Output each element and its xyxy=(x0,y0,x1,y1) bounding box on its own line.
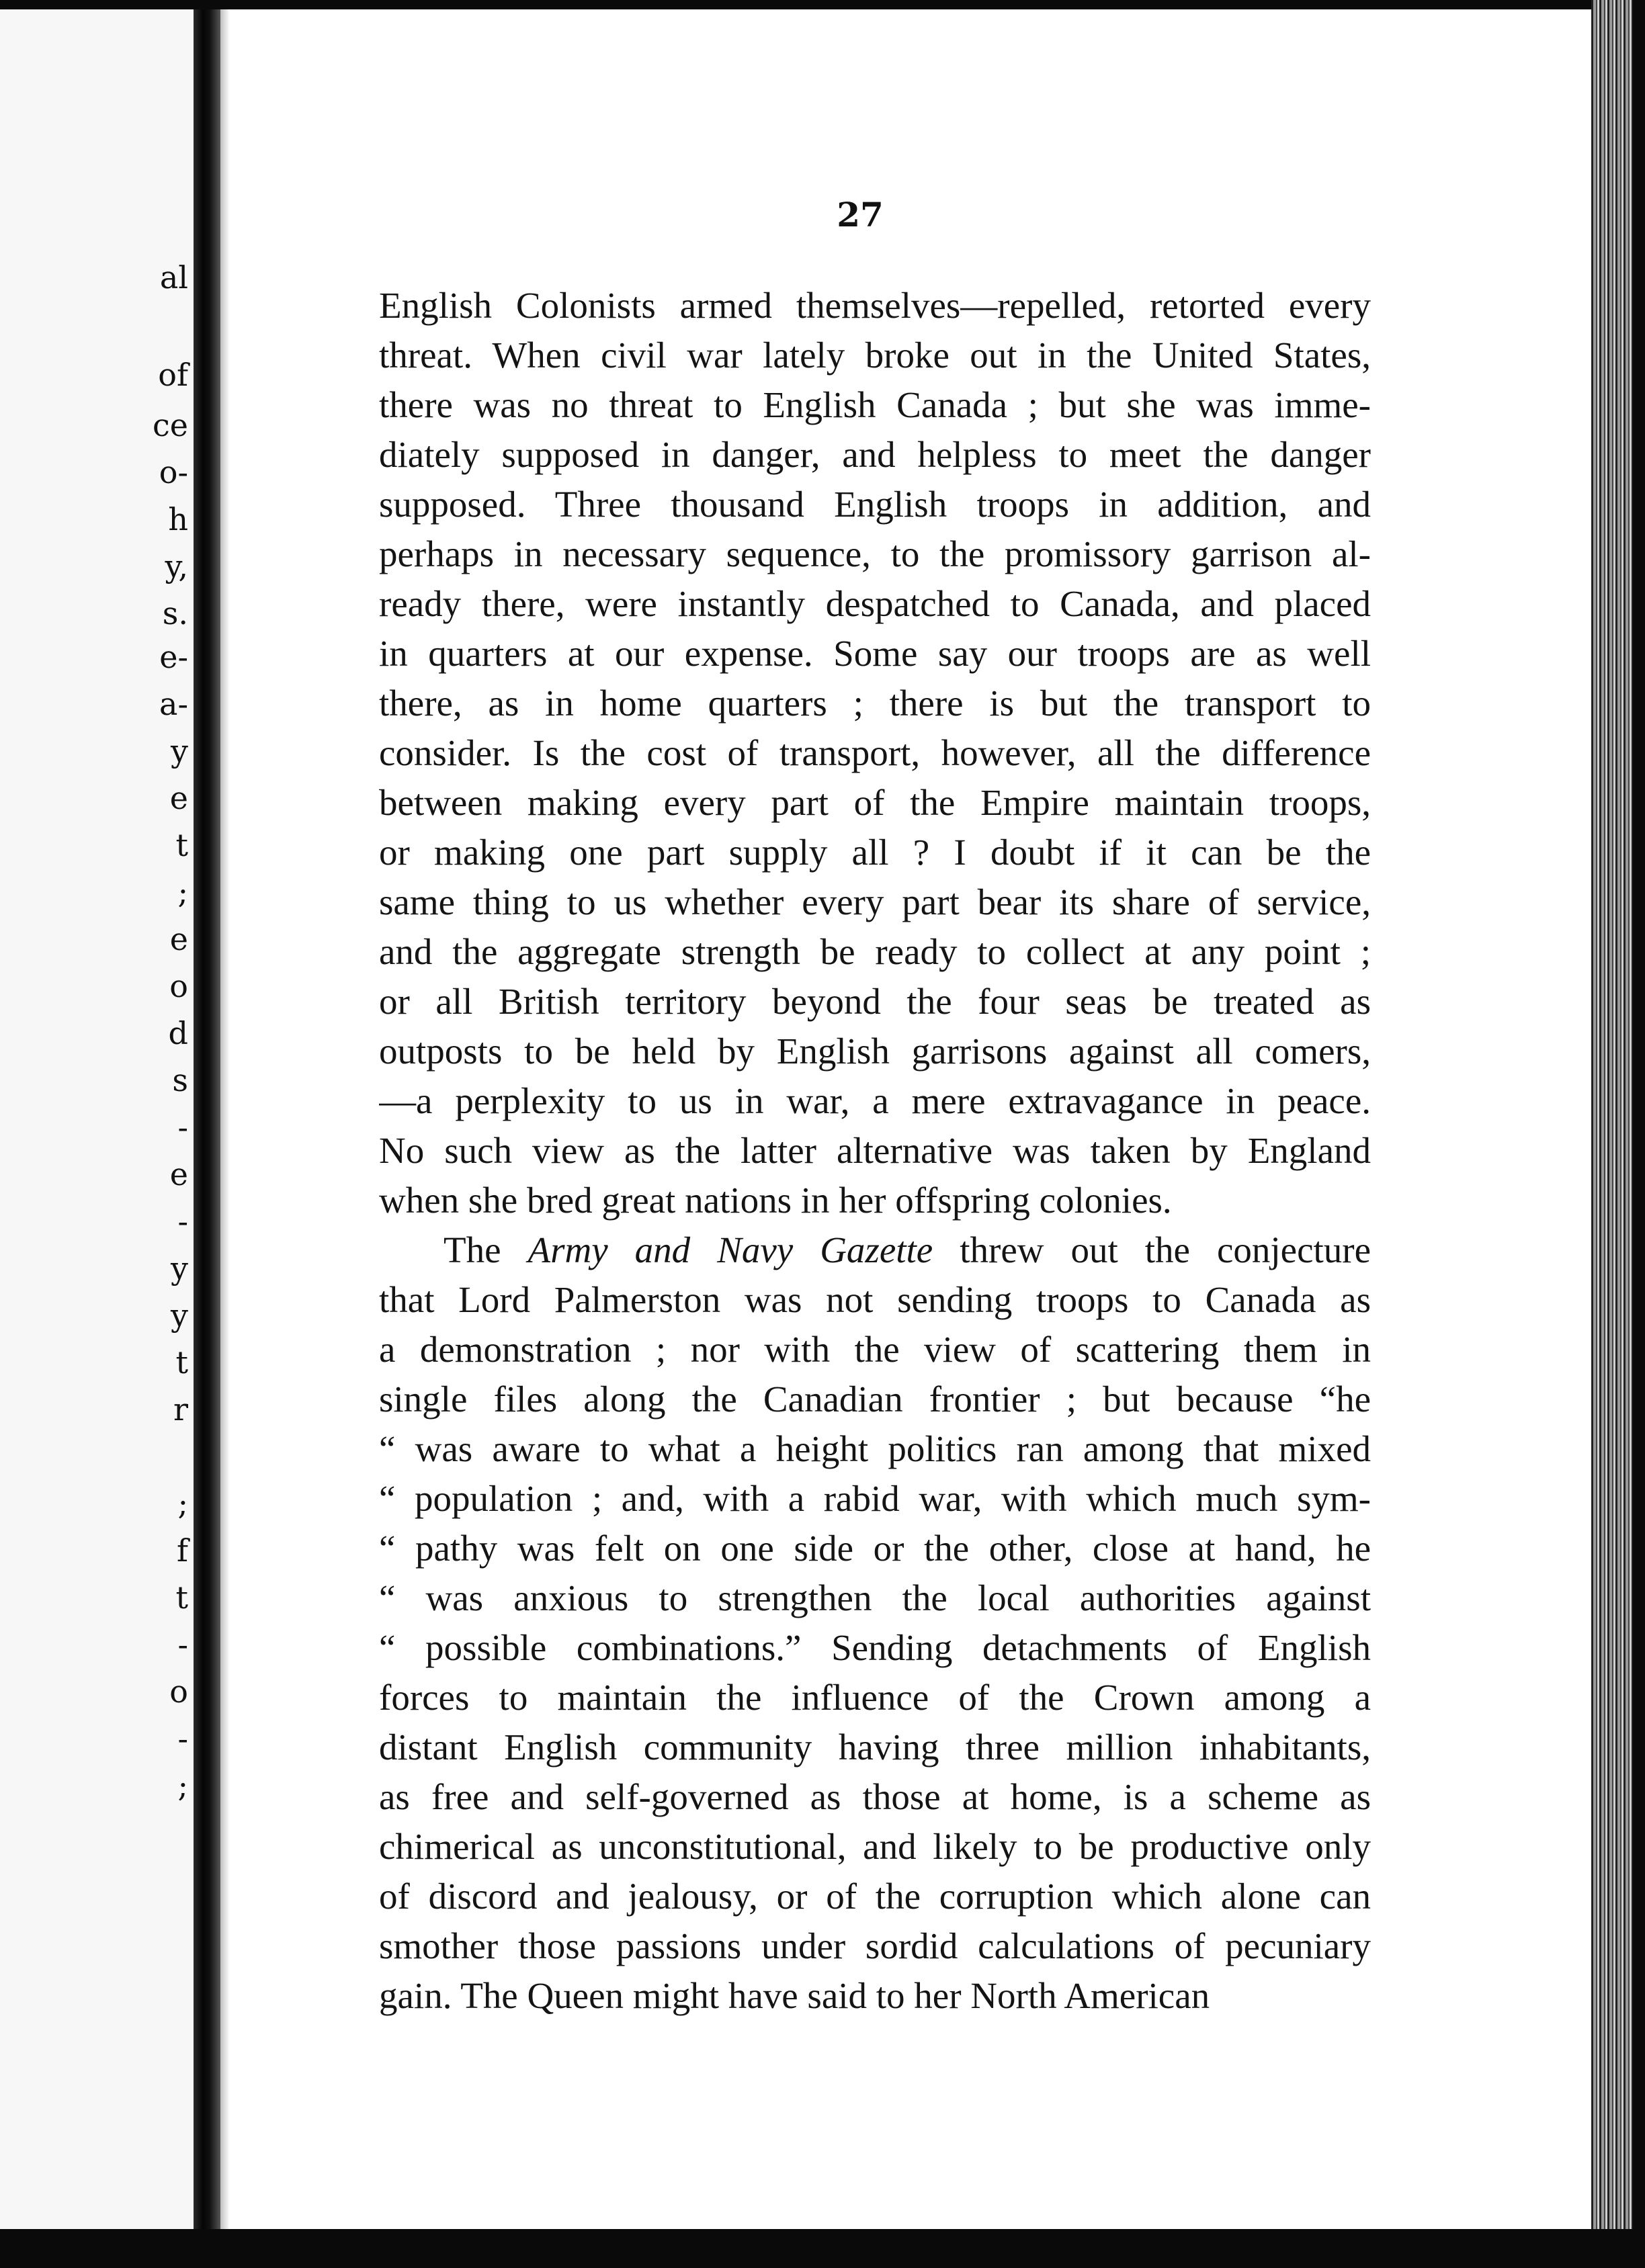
text-line: threat. When civil war lately broke out in the United States, xyxy=(379,335,1371,376)
text-line: single files along the Canadian frontier ; but because “he xyxy=(379,1379,1371,1420)
left-page-fragment: o- xyxy=(159,454,188,490)
page-number: 27 xyxy=(837,195,884,234)
body-text xyxy=(379,281,1371,2021)
left-page-fragment: h xyxy=(168,501,188,537)
left-page-text-fragments xyxy=(0,9,194,2229)
left-page-edge xyxy=(0,9,194,2229)
paragraph-2 xyxy=(379,1225,1371,2021)
left-page-fragment: of xyxy=(158,357,188,393)
text-line: forces to maintain the influence of the Crown among a xyxy=(379,1677,1371,1718)
text-line: perhaps in necessary sequence, to the promissory garrison al- xyxy=(379,533,1371,574)
scan-border-bottom xyxy=(0,2229,1645,2268)
text-line: “ was aware to what a height politics ran among that mixed xyxy=(379,1428,1371,1469)
left-page-fragment: o xyxy=(169,1673,188,1710)
scan-border-right xyxy=(1633,0,1645,2268)
left-page-fragment: - xyxy=(177,1203,188,1239)
left-page-fragment: s xyxy=(172,1062,188,1098)
text-line: English Colonists armed themselves—repelled, retorted every xyxy=(379,285,1371,326)
text-line: or all British territory beyond the four seas be treated as xyxy=(379,981,1371,1022)
text-line: consider. Is the cost of transport, however, all the difference xyxy=(379,732,1371,773)
text-line: supposed. Three thousand English troops in addition, and xyxy=(379,484,1371,525)
left-page-fragment: t xyxy=(175,1344,188,1381)
text-line: gain. The Queen might have said to her North American xyxy=(379,1975,1210,2016)
scan-border-top xyxy=(0,0,1645,9)
text-line: diately supposed in danger, and helpless to meet the danger xyxy=(379,434,1371,475)
text-line: that Lord Palmerston was not sending troops to Canada as xyxy=(379,1279,1371,1320)
text-line: or making one part supply all ? I doubt if it can be the xyxy=(379,832,1371,873)
text-line: “ possible combinations.” Sending detachments of English xyxy=(379,1627,1371,1668)
publication-title: Army and Navy Gazette xyxy=(528,1229,933,1270)
text-line: ready there, were instantly despatched to Canada, and placed xyxy=(379,583,1371,624)
left-page-fragment: a- xyxy=(159,686,188,722)
left-page-fragment: e xyxy=(169,921,188,957)
left-page-fragment: ; xyxy=(177,874,188,910)
left-page-fragment: t xyxy=(175,1579,188,1616)
text-line: between making every part of the Empire maintain troops, xyxy=(379,782,1371,823)
left-page-fragment: f xyxy=(176,1532,188,1569)
left-page-fragment: ; xyxy=(177,1768,188,1804)
left-page-fragment: d xyxy=(168,1015,188,1051)
text-line: there, as in home quarters ; there is but the transport to xyxy=(379,683,1371,724)
left-page-fragment: s. xyxy=(162,595,188,631)
left-page-fragment: r xyxy=(173,1391,188,1428)
paragraph-1 xyxy=(379,281,1371,1225)
left-page-fragment: - xyxy=(177,1109,188,1145)
text-run: The xyxy=(444,1229,528,1270)
left-page-fragment: - xyxy=(177,1626,188,1663)
text-line: “ population ; and, with a rabid war, with which much sym- xyxy=(379,1478,1371,1519)
text-line: same thing to us whether every part bear its share of service, xyxy=(379,881,1371,922)
left-page-fragment: y, xyxy=(165,548,188,584)
text-line-first xyxy=(379,1225,1371,1275)
text-line: No such view as the latter alternative was taken by England xyxy=(379,1130,1371,1171)
text-line: in quarters at our expense. Some say our troops are as well xyxy=(379,633,1371,674)
text-line: there was no threat to English Canada ; but she was imme- xyxy=(379,384,1371,425)
left-page-fragment: y xyxy=(171,733,188,769)
left-page-fragment: al xyxy=(159,259,188,296)
text-line: outposts to be held by English garrisons against all comers, xyxy=(379,1031,1371,1072)
text-run: threw out the conjecture xyxy=(933,1229,1371,1270)
text-line: of discord and jealousy, or of the corruption which alone can xyxy=(379,1876,1371,1917)
text-line: “ was anxious to strengthen the local authorities against xyxy=(379,1577,1371,1618)
left-page-fragment: e xyxy=(169,780,188,816)
left-page-fragment: e xyxy=(169,1156,188,1192)
text-line: smother those passions under sordid calculations of pecuniary xyxy=(379,1925,1371,1966)
text-line: “ pathy was felt on one side or the other, close at hand, he xyxy=(379,1528,1371,1569)
left-page-fragment: e- xyxy=(159,639,188,675)
left-page-fragment: o xyxy=(169,968,188,1004)
text-line: a demonstration ; nor with the view of scattering them in xyxy=(379,1329,1371,1370)
left-page-fragment: ce xyxy=(153,407,188,443)
text-line: —a perplexity to us in war, a mere extravagance in peace. xyxy=(379,1080,1371,1121)
left-page-fragment: y xyxy=(171,1297,188,1334)
text-line: distant English community having three million inhabitants, xyxy=(379,1727,1371,1768)
gutter-shadow xyxy=(220,9,230,2229)
text-line: and the aggregate strength be ready to collect at any point ; xyxy=(379,931,1371,972)
left-page-fragment: - xyxy=(177,1720,188,1757)
left-page-fragment: ; xyxy=(177,1485,188,1522)
text-line: chimerical as unconstitutional, and likely to be productive only xyxy=(379,1826,1371,1867)
book-gutter xyxy=(194,9,220,2229)
left-page-fragment: y xyxy=(171,1250,188,1286)
text-line: when she bred great nations in her offspring colonies. xyxy=(379,1180,1172,1221)
text-line: as free and self-governed as those at home, is a scheme as xyxy=(379,1776,1371,1817)
left-page-fragment: t xyxy=(175,827,188,863)
